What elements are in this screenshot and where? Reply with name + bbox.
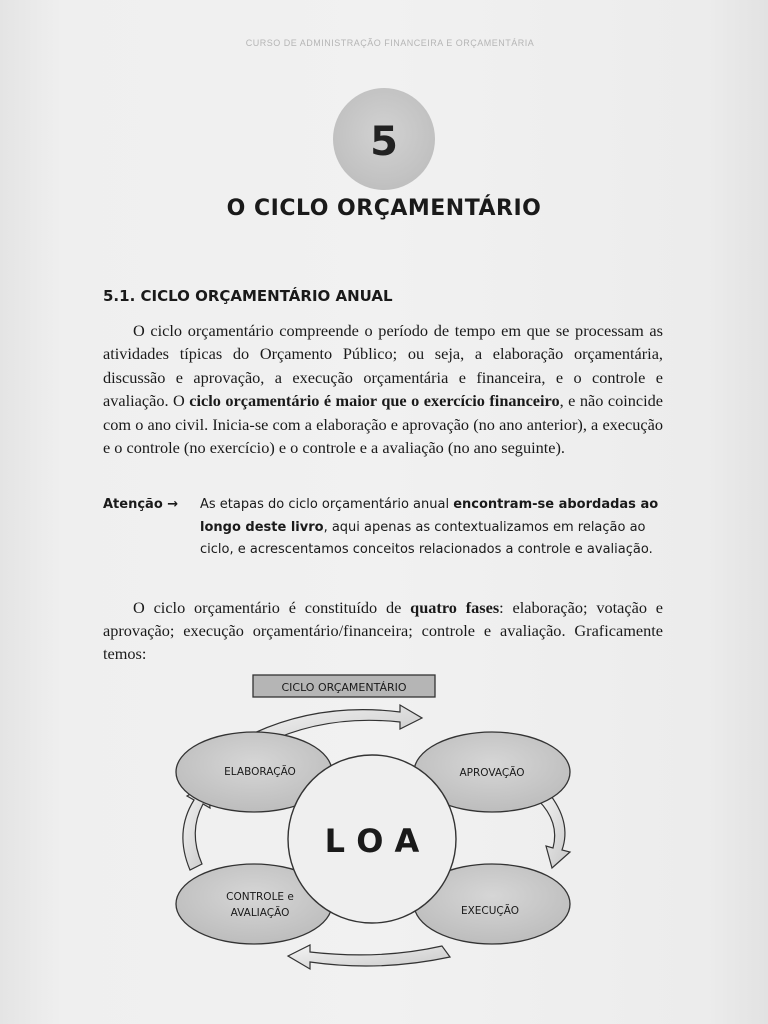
phase-elaboracao-label: ELABORAÇÃO (224, 766, 296, 778)
paragraph1-bold: ciclo orçamentário é maior que o exercício financeiro (189, 391, 560, 411)
attention-text-a: As etapas do ciclo orçamentário anual (200, 497, 454, 512)
phase-execucao-label: EXECUÇÃO (460, 905, 520, 917)
attention-text-b: , aqui apenas as contextualizamos em relação ao ciclo, e acrescentamos conceitos relacionados a controle e avaliação. (200, 519, 653, 557)
paragraph2-text-b: : elaboração; votação e aprovação; execução orçamentário/financeira; controle e avaliação. Graficamente temos: (103, 598, 664, 663)
attention-label: Atenção → (103, 497, 179, 512)
phase-controle-label-line2: AVALIAÇÃO (230, 907, 290, 919)
paragraph1-text-a: O ciclo orçamentário compreende o período de tempo em que se processam as atividades típicas do Orçamento Público; ou seja, a elaboração orçamentária, discussão e aprovação, a execução orçamentária e financeira, e o controle e avaliação. O (103, 321, 663, 411)
chapter-number: 5 (370, 119, 398, 165)
running-header: CURSO DE ADMINISTRAÇÃO FINANCEIRA E ORÇAMENTÁRIA (245, 38, 535, 48)
chapter-title: O CICLO ORÇAMENTÁRIO (226, 196, 542, 221)
paragraph2-text-a: O ciclo orçamentário é constituído de (133, 598, 411, 617)
diagram-title: CICLO ORÇAMENTÁRIO (281, 681, 407, 694)
paragraph2-bold: quatro fases (410, 598, 500, 617)
ciclo-orcamentario-diagram (160, 672, 590, 982)
paragraph-ciclo-definicao (103, 319, 663, 459)
section-title: 5.1. CICLO ORÇAMENTÁRIO ANUAL (103, 287, 393, 305)
phase-aprovacao-label: APROVAÇÃO (459, 767, 525, 779)
attention-bold: encontram-se abordadas ao longo deste livro (200, 497, 659, 535)
attention-note (103, 494, 663, 562)
attention-body (200, 494, 663, 562)
paragraph1-text-b: , e não coincide com o ano civil. Inicia-se com a elaboração e aprovação (no ano anterior), a execução e o controle (no exercício) e o controle e a avaliação (no ano seguinte). (103, 391, 663, 458)
arrow-aprovacao-to-execucao (538, 792, 570, 868)
arrow-execucao-to-controle (288, 945, 450, 969)
phase-controle-label-line1: CONTROLE e (226, 891, 294, 903)
paragraph-quatro-fases (103, 596, 663, 665)
loa-label: L O A (324, 822, 420, 860)
